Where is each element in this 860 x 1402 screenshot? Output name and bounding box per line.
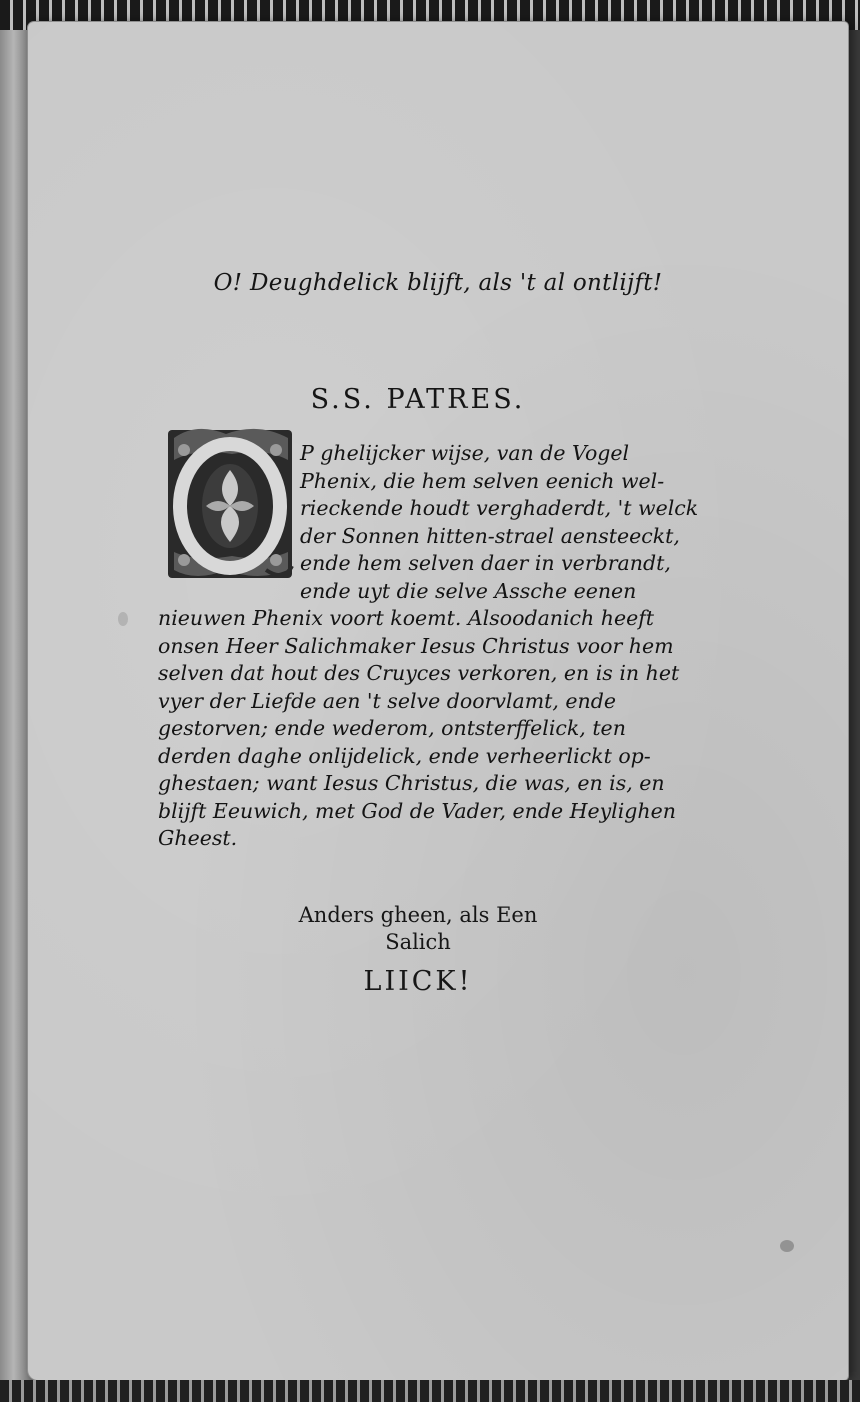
closing-block <box>28 902 808 995</box>
initial-space <box>158 440 300 580</box>
closing-line: Salich <box>385 930 451 954</box>
ink-stain <box>118 612 128 626</box>
motto: O! Deughdelick blijft, als 't al ontlijft! <box>213 270 663 296</box>
binding-strip-bottom <box>0 1380 860 1402</box>
book-page <box>28 22 848 1380</box>
ink-stain <box>780 1240 794 1252</box>
closing-emphasis: LIICK! <box>363 966 473 997</box>
body-paragraph <box>158 440 703 853</box>
body-text: P ghelijcker wijse, van de Vogel Phenix, die hem selven eenich wel-rieckende houdt verghaderdt, 't welck der Sonnen hitten-strael aensteeckt, ende hem selven daer in verbrandt, ende uyt die selve Assche eenen nieuwen Phenix voort koemt. Alsoodanich heeft onsen Heer Salichmaker Iesus Christus voor hem selven dat hout des Cruyces verkoren, en is in het vyer der Liefde aen 't selve doorvlamt, ende gestorven; ende wederom, ontsterffelick, ten derden daghe onlijdelick, ende verheerlickt op-ghestaen; want Iesus Christus, die was, en is, en blijft Eeuwich, met God de Vader, ende Heylighen Gheest. <box>158 441 699 850</box>
page-heading: S.S. PATRES. <box>310 384 526 415</box>
closing-line: Anders gheen, als Een <box>298 903 538 927</box>
